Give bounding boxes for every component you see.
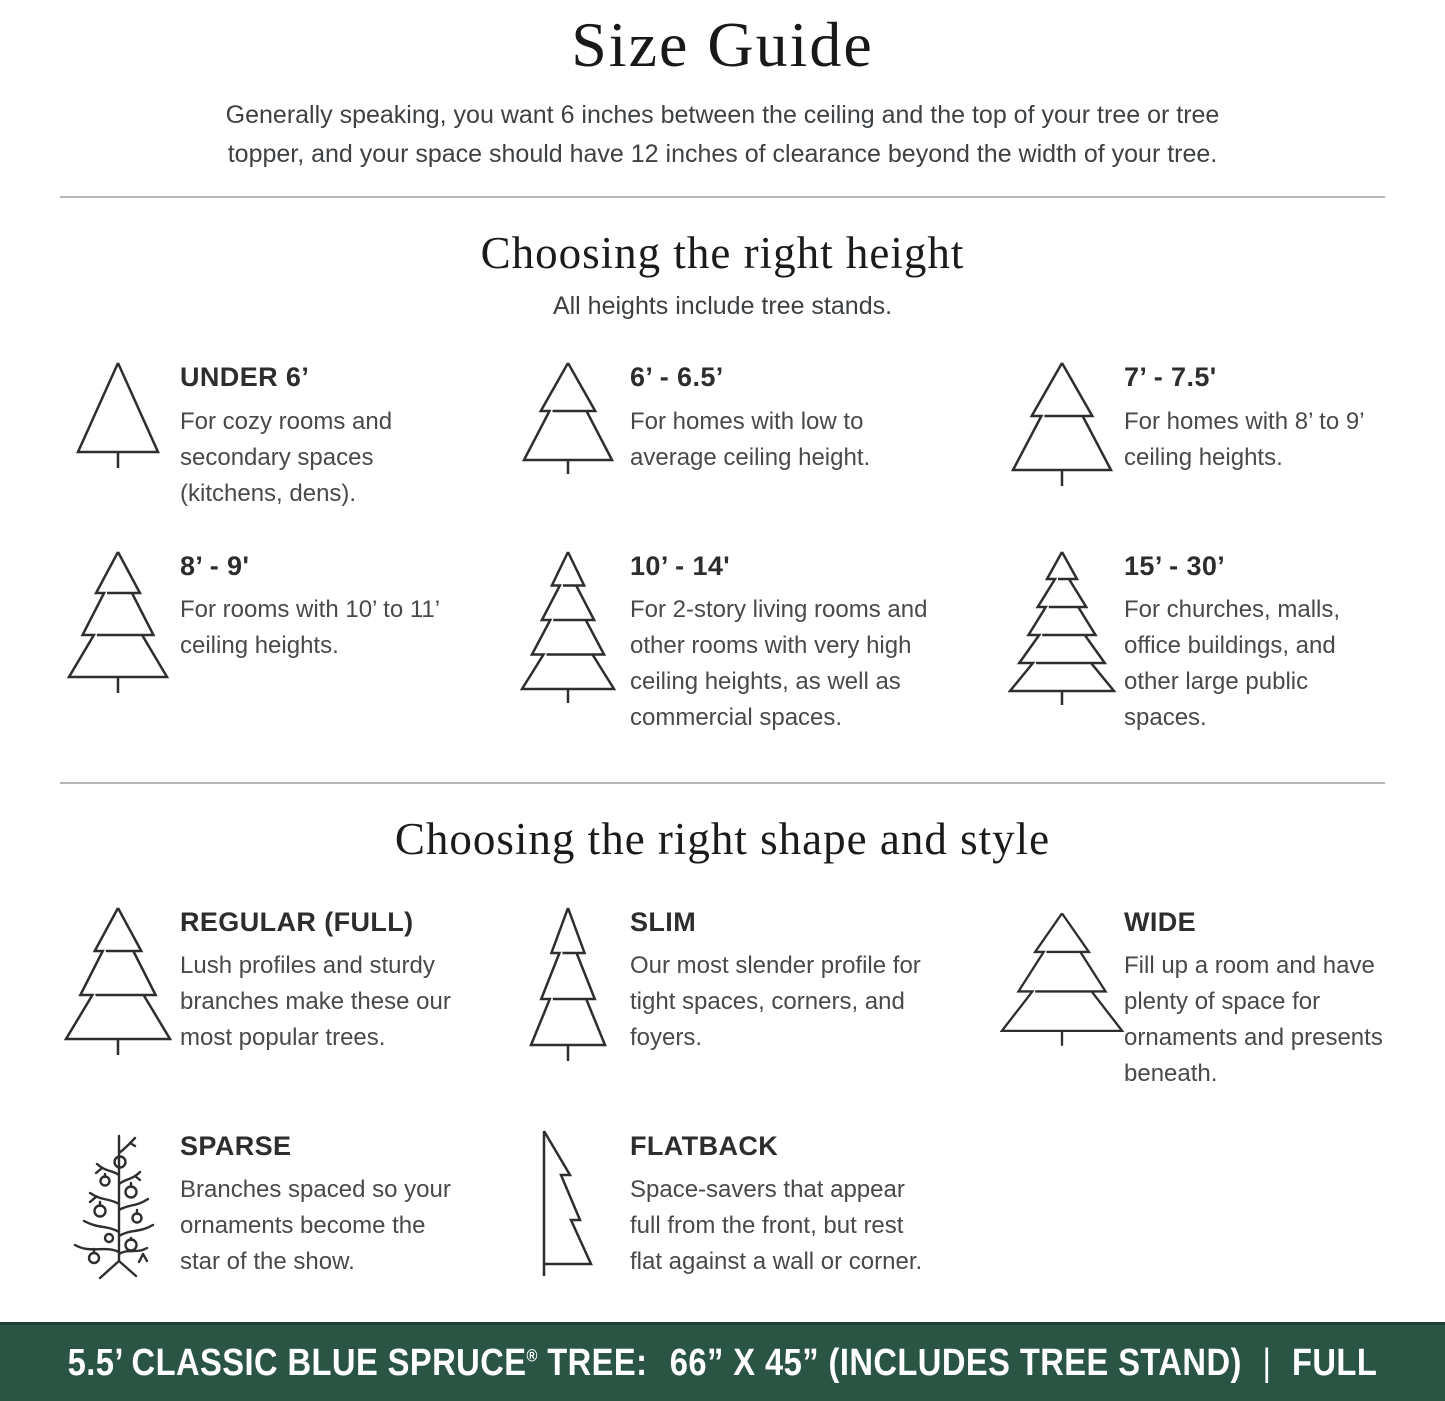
item-label: FLATBACK: [630, 1131, 779, 1162]
item-label: 7’ - 7.5': [1124, 362, 1217, 393]
item-label: 8’ - 9': [180, 550, 250, 581]
item-text: [180, 548, 452, 664]
item-label: REGULAR (FULL): [180, 906, 414, 937]
tree-slim-icon: [506, 906, 630, 1064]
item-label: WIDE: [1124, 906, 1197, 937]
tree-flatback-icon: [506, 1130, 630, 1280]
product-suffix: TREE:: [537, 1341, 648, 1384]
item-text: [180, 904, 452, 1056]
tree-2-tier-large-icon: [1000, 361, 1124, 489]
size-guide-item: [506, 359, 1000, 511]
registered-trademark-icon: ®: [526, 1345, 538, 1365]
item-description: For cozy rooms and secondary spaces (kitchens, dens).: [180, 407, 393, 507]
size-guide-item: [1000, 359, 1425, 511]
size-guide-item: [56, 548, 506, 736]
page-title: Size Guide: [571, 9, 874, 80]
tree-4-tier-icon: [506, 550, 630, 706]
item-label: UNDER 6’: [180, 362, 310, 393]
item-label: SLIM: [630, 906, 697, 937]
item-description: Our most slender profile for tight spaces, corners, and foyers.: [630, 952, 921, 1052]
item-description: For homes with low to average ceiling height.: [630, 407, 871, 471]
shape-options-grid: [0, 904, 1445, 1284]
tree-2-tier-icon: [506, 361, 630, 477]
size-guide-page: [0, 10, 1445, 1374]
item-description: Branches spaced so your ornaments become the star of the show.: [180, 1176, 451, 1276]
item-label: 6’ - 6.5’: [630, 362, 724, 393]
tree-wide-icon: [1000, 906, 1124, 1054]
intro-text: Generally speaking, you want 6 inches between the ceiling and the top of your tree or tree topper, and your space should have 12 inches of clearance beyond the width of your tree.: [225, 101, 1220, 169]
tree-3-tier-icon: [56, 550, 180, 696]
size-guide-item: [506, 548, 1000, 736]
height-options-grid: [0, 359, 1445, 736]
item-description: Lush profiles and sturdy branches make these our most popular trees.: [180, 952, 451, 1052]
separator-bar: |: [1262, 1341, 1272, 1384]
section-divider: [60, 782, 1385, 784]
item-description: For homes with 8’ to 9’ ceiling heights.: [1124, 407, 1364, 471]
tree-1-tier-icon: [56, 361, 180, 471]
tree-5-tier-icon: [1000, 550, 1124, 708]
item-description: For rooms with 10’ to 11’ ceiling heights.: [180, 595, 440, 659]
tree-sparse-icon: [56, 1130, 180, 1284]
shape-section-title: Choosing the right shape and style: [394, 813, 1051, 864]
item-label: SPARSE: [180, 1131, 292, 1162]
item-text: [180, 359, 452, 511]
item-text: [630, 1128, 932, 1280]
height-section-subtitle: All heights include tree stands.: [552, 292, 893, 321]
item-label: 15’ - 30’: [1124, 550, 1226, 581]
item-description: For 2-story living rooms and other rooms with very high ceiling heights, as well as commercial spaces.: [630, 595, 928, 731]
size-guide-item: [1000, 548, 1425, 736]
size-guide-item: [506, 904, 1000, 1092]
product-shape: FULL: [1292, 1341, 1378, 1384]
size-guide-item: [56, 359, 506, 511]
item-description: Fill up a room and have plenty of space for ornaments and presents beneath.: [1124, 952, 1383, 1088]
size-guide-item: [1000, 904, 1425, 1092]
size-guide-item: [56, 904, 506, 1092]
item-text: [1124, 548, 1396, 736]
height-section-title: Choosing the right height: [480, 228, 965, 279]
product-size-banner: [0, 1322, 1445, 1401]
product-size-text: [68, 1342, 1378, 1385]
section-divider: [60, 196, 1385, 198]
size-guide-item: [56, 1128, 506, 1284]
item-text: [630, 904, 932, 1056]
item-text: [1124, 359, 1396, 475]
product-name: 5.5’ CLASSIC BLUE SPRUCE: [67, 1341, 527, 1384]
size-guide-item: [506, 1128, 1000, 1284]
item-text: [630, 548, 932, 736]
item-text: [630, 359, 932, 475]
item-text: [180, 1128, 452, 1280]
item-description: Space-savers that appear full from the front, but rest flat against a wall or corner.: [630, 1176, 923, 1276]
tree-regular-icon: [56, 906, 180, 1058]
item-label: 10’ - 14': [630, 550, 731, 581]
item-description: For churches, malls, office buildings, and other large public spaces.: [1124, 595, 1341, 731]
product-dimensions: 66” X 45” (INCLUDES TREE STAND): [669, 1341, 1242, 1384]
item-text: [1124, 904, 1396, 1092]
